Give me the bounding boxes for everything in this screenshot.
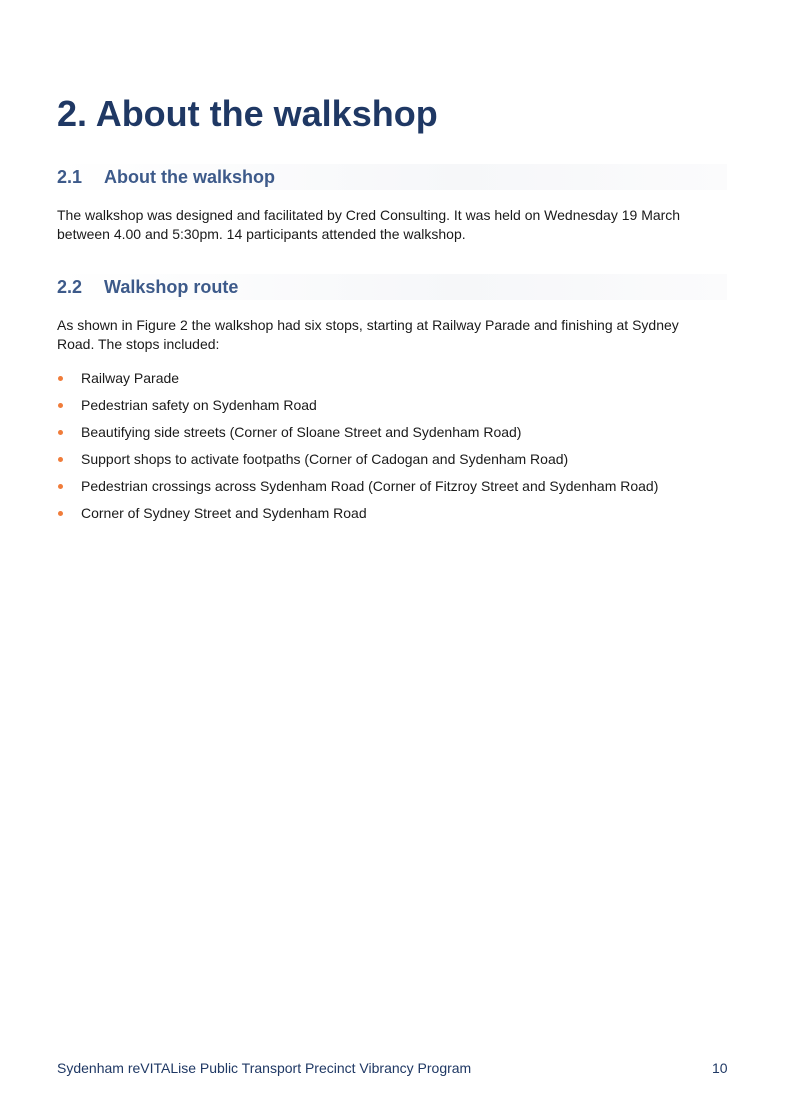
list-item bbox=[57, 396, 727, 423]
section-number: 2.1 bbox=[57, 167, 83, 187]
section-number: 2.2 bbox=[57, 277, 83, 297]
stops-list bbox=[57, 369, 727, 531]
section-heading-about bbox=[57, 164, 727, 190]
page-number: 10 bbox=[712, 1060, 728, 1076]
stop-label: Railway Parade bbox=[81, 370, 180, 386]
section-title: About the walkshop bbox=[104, 167, 275, 187]
bullet-icon bbox=[58, 376, 63, 381]
route-paragraph: As shown in Figure 2 the walkshop had six stops, starting at Railway Parade and finishing at Sydney Road. The stops included: bbox=[57, 317, 679, 352]
stop-label: Pedestrian crossings across Sydenham Road (Corner of Fitzroy Street and Sydenham Road) bbox=[81, 478, 659, 494]
page-title: 2. About the walkshop bbox=[57, 93, 438, 134]
stop-label: Corner of Sydney Street and Sydenham Road bbox=[81, 505, 367, 521]
bullet-icon bbox=[58, 403, 63, 408]
bullet-icon bbox=[58, 511, 63, 516]
list-item bbox=[57, 477, 727, 504]
list-item bbox=[57, 369, 727, 396]
stop-label: Support shops to activate footpaths (Corner of Cadogan and Sydenham Road) bbox=[81, 451, 569, 467]
list-item bbox=[57, 450, 727, 477]
section-heading-route bbox=[57, 274, 727, 300]
bullet-icon bbox=[58, 430, 63, 435]
about-paragraph: The walkshop was designed and facilitated by Cred Consulting. It was held on Wednesday 19 March between 4.00 and 5:30pm. 14 participants attended the walkshop. bbox=[57, 207, 681, 242]
list-item bbox=[57, 504, 727, 531]
section-title: Walkshop route bbox=[104, 277, 239, 297]
bullet-icon bbox=[58, 457, 63, 462]
bullet-icon bbox=[58, 484, 63, 489]
list-item bbox=[57, 423, 727, 450]
stop-label: Beautifying side streets (Corner of Sloane Street and Sydenham Road) bbox=[81, 424, 522, 440]
footer-document-title: Sydenham reVITALise Public Transport Precinct Vibrancy Program bbox=[57, 1060, 472, 1076]
stop-label: Pedestrian safety on Sydenham Road bbox=[81, 397, 317, 413]
